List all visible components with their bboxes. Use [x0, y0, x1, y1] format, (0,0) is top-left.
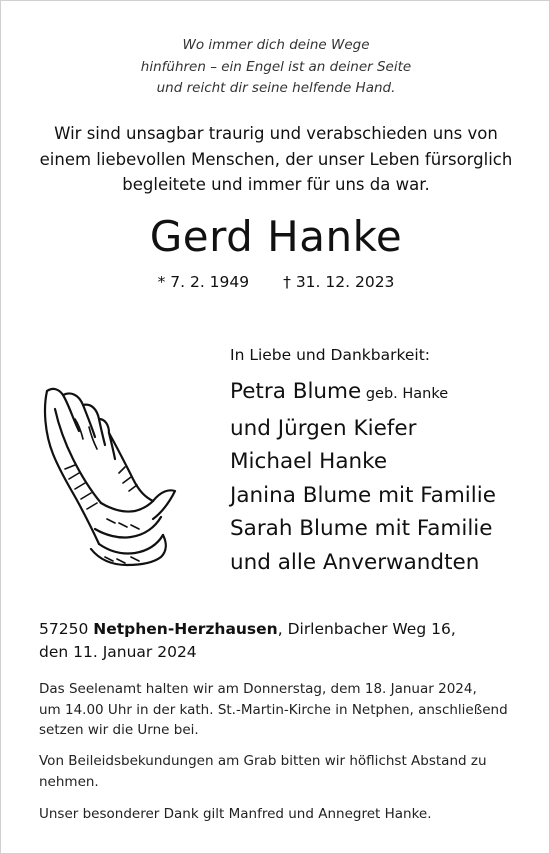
intro-text [1, 121, 550, 198]
mourner-line [230, 445, 496, 479]
mourner-name: Petra Blume [230, 379, 362, 404]
condolence-line: nehmen. [39, 773, 99, 790]
praying-hands-icon [35, 379, 185, 569]
intro-line: begleitete und immer für uns da war. [122, 175, 430, 194]
mourner-name: und alle Anverwandten [230, 549, 480, 575]
mourner-line [230, 512, 496, 546]
mourner-line [230, 412, 496, 446]
service-line: um 14.00 Uhr in der kath. St.-Martin-Kirche in Netphen, anschließend [39, 701, 508, 718]
maiden-name: geb. Hanke [361, 386, 449, 402]
verse [1, 35, 550, 100]
mourner-line [230, 479, 496, 513]
address-line [39, 618, 456, 641]
life-dates [1, 271, 550, 293]
verse-line: hinführen – ein Engel ist an deiner Seite [140, 58, 412, 75]
service-notice [39, 679, 515, 741]
mourners-list [230, 375, 496, 579]
birth-date: * 7. 2. 1949 [157, 273, 250, 291]
mourners-label: In Liebe und Dankbarkeit: [230, 346, 431, 364]
street: , Dirlenbacher Weg 16, [277, 620, 456, 638]
mourner-line [230, 546, 496, 580]
address-block [39, 618, 456, 664]
mourner-line [230, 375, 496, 412]
mourner-name: Sarah Blume mit Familie [230, 516, 493, 541]
place-date: den 11. Januar 2024 [39, 643, 197, 661]
intro-line: einem liebevollen Menschen, der unser Leben fürsorglich [39, 149, 513, 169]
death-date: † 31. 12. 2023 [283, 273, 395, 291]
intro-line: Wir sind unsagbar traurig und verabschieden uns von [54, 124, 498, 143]
service-line: setzen wir die Urne bei. [39, 722, 199, 738]
postcode: 57250 [39, 620, 89, 638]
town: Netphen-Herzhausen [93, 620, 278, 638]
service-line: Das Seelenamt halten wir am Donnerstag, dem 18. Januar 2024, [39, 681, 477, 697]
condolence-notice [39, 751, 515, 792]
verse-line: und reicht dir seine helfende Hand. [156, 80, 396, 96]
mourner-name: und Jürgen Kiefer [230, 415, 417, 441]
thanks-notice: Unser besonderer Dank gilt Manfred und Annegret Hanke. [39, 806, 432, 822]
condolence-line: Von Beileidsbekundungen am Grab bitten wir höflichst Abstand zu [39, 753, 487, 769]
mourner-name: Michael Hanke [230, 449, 388, 474]
verse-line: Wo immer dich deine Wege [182, 37, 370, 53]
deceased-name: Gerd Hanke [149, 212, 403, 261]
mourner-name: Janina Blume mit Familie [230, 482, 496, 508]
